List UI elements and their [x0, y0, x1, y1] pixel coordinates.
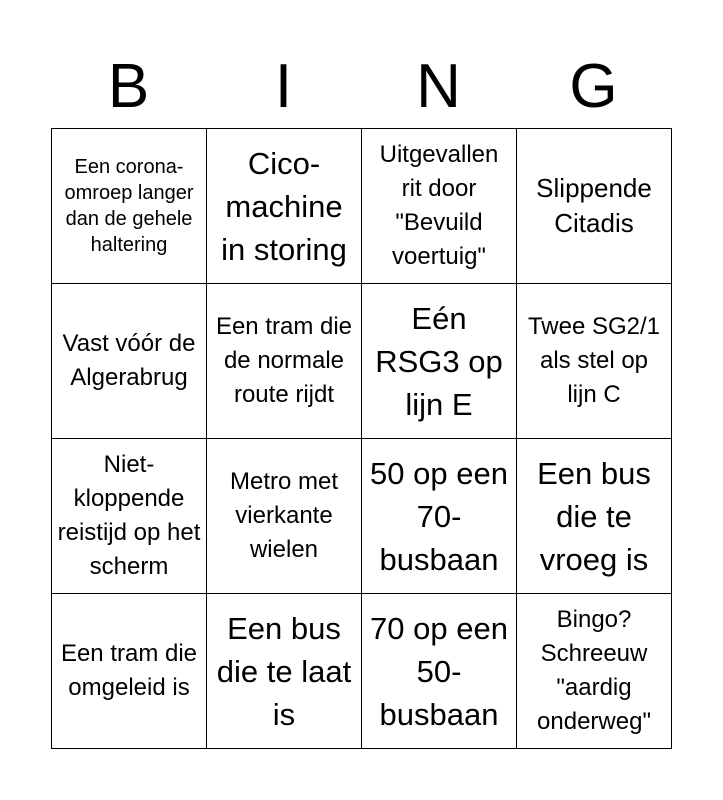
header-letter-i: I [274, 52, 293, 121]
board-row [52, 129, 672, 284]
bingo-cell[interactable] [52, 284, 207, 439]
bingo-board [51, 128, 672, 749]
cell-text: Cico-machine in storing [221, 145, 347, 267]
bingo-cell[interactable] [52, 439, 207, 594]
cell-text: Een bus die te laat is [216, 610, 352, 732]
cell-text: Uitgevallen rit door "Bevuild voertuig" [379, 141, 499, 270]
bingo-cell[interactable] [517, 129, 672, 284]
bingo-cell[interactable] [207, 129, 362, 284]
bingo-cell[interactable] [362, 129, 517, 284]
cell-text: Twee SG2/1 als stel op lijn C [527, 313, 661, 408]
cell-text: Een corona-omroep langer dan de gehele haltering [64, 156, 194, 256]
cell-text: 50 op een 70-busbaan [370, 455, 508, 577]
cell-text: Metro met vierkante wielen [229, 468, 339, 563]
bingo-cell[interactable] [207, 439, 362, 594]
bingo-cell[interactable] [52, 129, 207, 284]
bingo-cell[interactable] [517, 284, 672, 439]
cell-text: Een tram die omgeleid is [60, 640, 198, 701]
header-letter-n: N [416, 52, 461, 121]
cell-text: Vast vóór de Algerabrug [62, 330, 196, 391]
bingo-cell[interactable] [52, 594, 207, 749]
bingo-cell[interactable] [517, 439, 672, 594]
bingo-header [51, 52, 671, 122]
cell-text: Bingo? Schreeuw "aardig onderweg" [537, 606, 651, 735]
cell-text: Slippende Citadis [536, 173, 652, 238]
board-row [52, 594, 672, 749]
cell-text: Niet-kloppende reistijd op het scherm [57, 451, 201, 580]
cell-text: 70 op een 50-busbaan [370, 610, 508, 732]
board-row [52, 439, 672, 594]
cell-text: Een tram die de normale route rijdt [215, 313, 353, 408]
cell-text: Een bus die te vroeg is [537, 455, 651, 577]
bingo-cell[interactable] [362, 439, 517, 594]
header-letter-b: B [107, 52, 150, 121]
bingo-cell[interactable] [362, 284, 517, 439]
board-row [52, 284, 672, 439]
header-letter-g: G [569, 52, 618, 121]
bingo-cell[interactable] [362, 594, 517, 749]
bingo-cell[interactable] [517, 594, 672, 749]
bingo-cell[interactable] [207, 284, 362, 439]
cell-text: Eén RSG3 op lijn E [375, 300, 503, 422]
bingo-cell[interactable] [207, 594, 362, 749]
